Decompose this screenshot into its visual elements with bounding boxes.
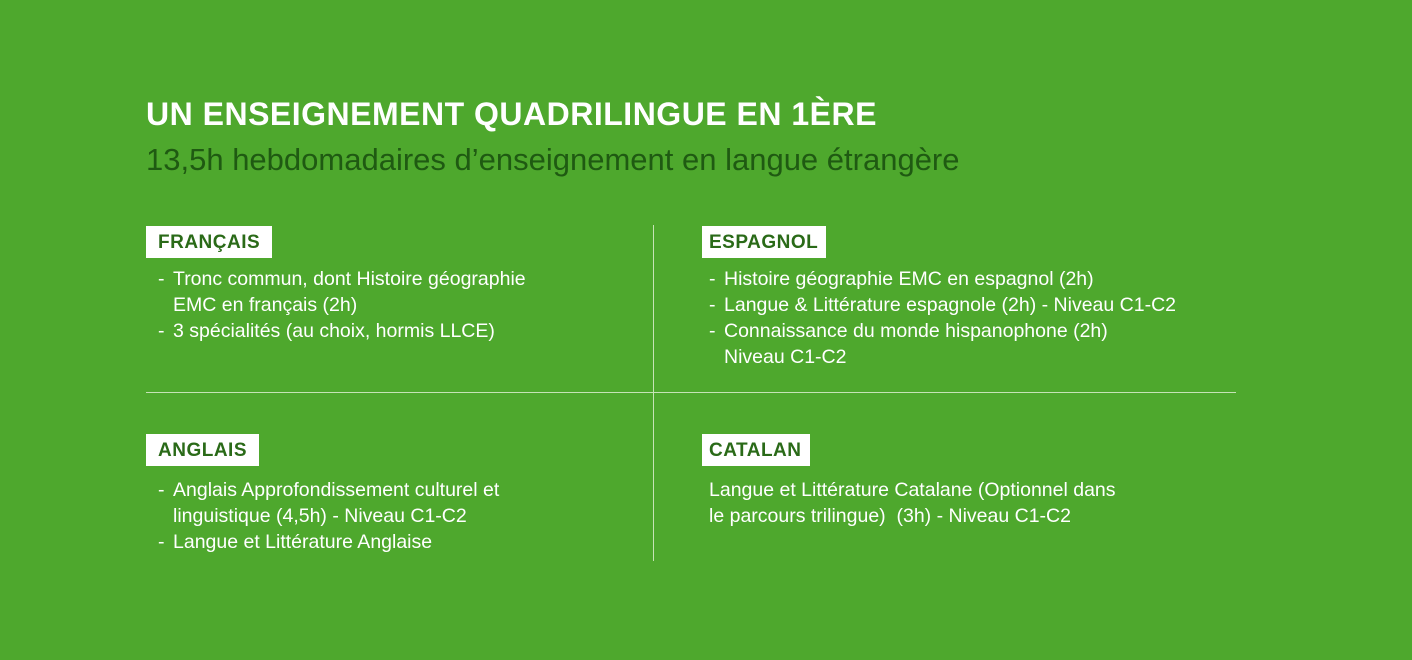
anglais-list — [146, 477, 499, 555]
list-item: - Langue et Littérature Anglaise — [158, 531, 433, 553]
list-item: - Histoire géographie EMC en espagnol (2h) — [709, 268, 1094, 290]
vertical-divider — [653, 225, 654, 561]
list-item: - Anglais Approfondissement culturel et linguistique (4,5h) - Niveau C1-C2 — [158, 479, 500, 527]
list-item: - Langue & Littérature espagnole (2h) - Niveau C1-C2 — [709, 294, 1177, 316]
list-item: - Connaissance du monde hispanophone (2h) Niveau C1-C2 — [709, 320, 1108, 368]
section-catalan — [702, 434, 1116, 529]
section-label-anglais: ANGLAIS — [146, 434, 259, 466]
section-espagnol — [702, 226, 1176, 370]
francais-list — [146, 266, 526, 344]
catalan-text: Langue et Littérature Catalane (Optionnel dans le parcours trilingue) (3h) - Niveau C1-C2 — [709, 479, 1116, 527]
list-item: - 3 spécialités (au choix, hormis LLCE) — [158, 320, 495, 342]
section-label-francais: FRANÇAIS — [146, 226, 272, 258]
espagnol-list — [702, 266, 1176, 370]
horizontal-divider — [146, 392, 1236, 393]
list-item: - Tronc commun, dont Histoire géographie EMC en français (2h) — [158, 268, 526, 316]
section-label-catalan: CATALAN — [702, 434, 810, 466]
section-francais — [146, 226, 526, 344]
section-label-espagnol: ESPAGNOL — [702, 226, 826, 258]
page-subtitle: 13,5h hebdomadaires d’enseignement en langue étrangère — [146, 142, 960, 177]
page-title: UN ENSEIGNEMENT QUADRILINGUE EN 1ÈRE — [146, 96, 877, 132]
section-anglais — [146, 434, 499, 555]
